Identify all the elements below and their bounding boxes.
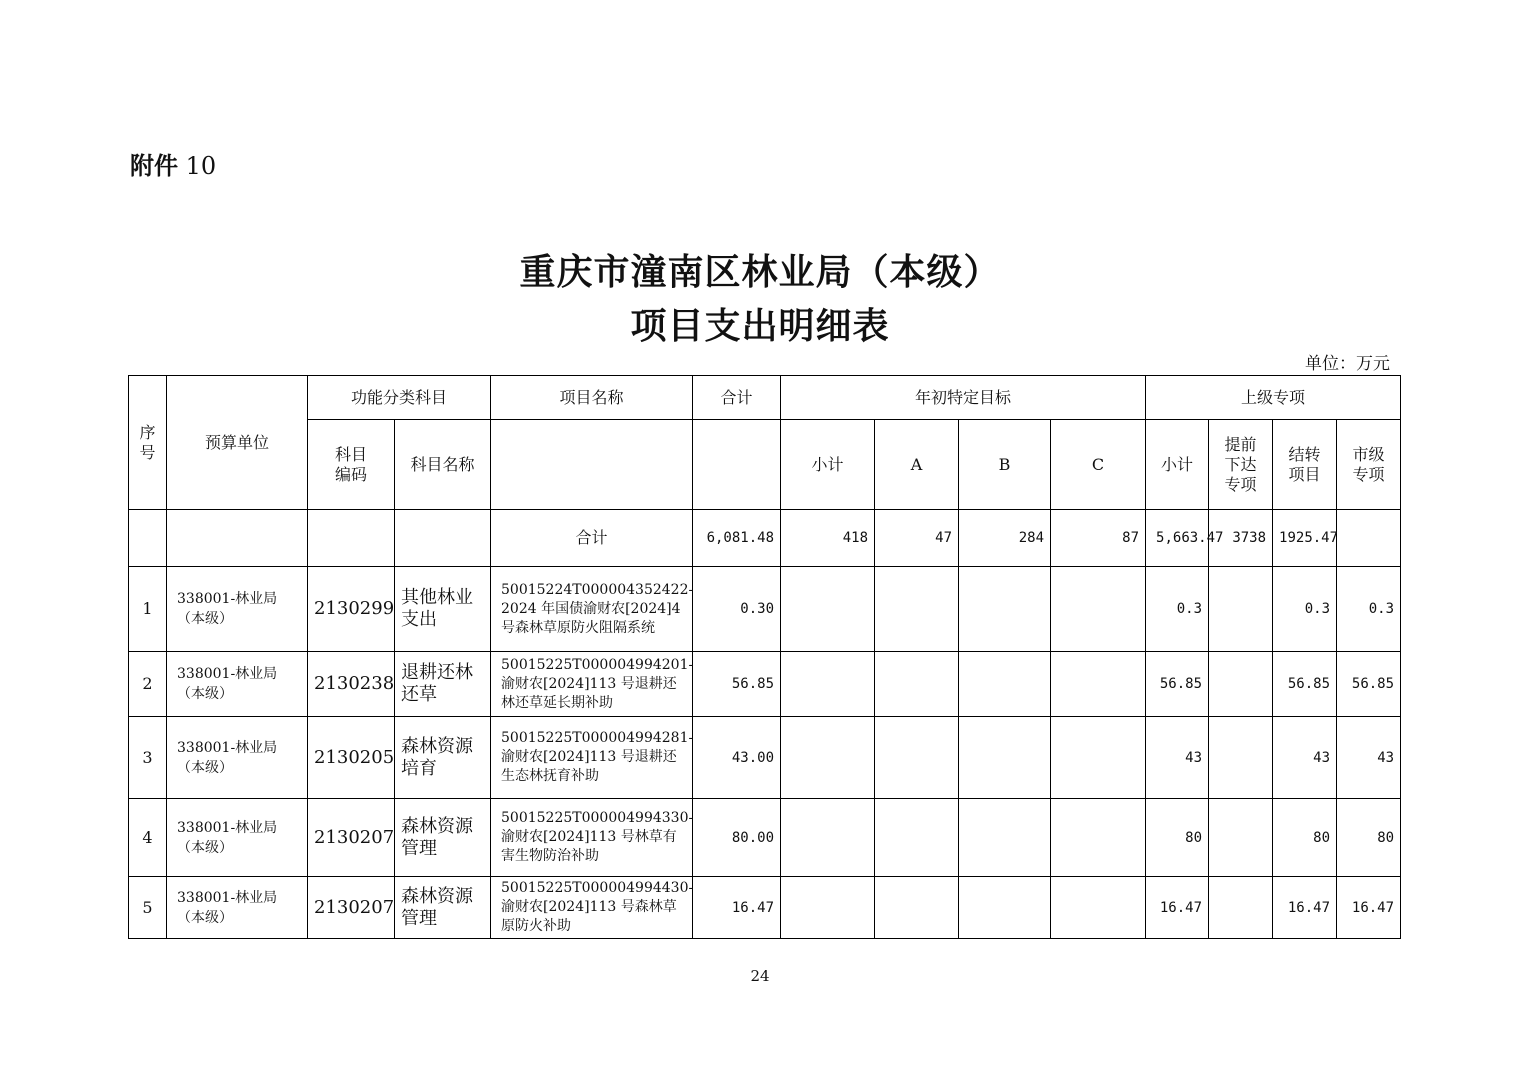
row-project: 50015225T000004994281-渝财农[2024]113 号退耕还生态林抚育补助 bbox=[491, 717, 693, 799]
row-unit: 338001-林业局（本级） bbox=[167, 799, 308, 877]
row-total: 43.00 bbox=[693, 717, 781, 799]
row-city: 43 bbox=[1337, 717, 1401, 799]
header-sup-subtotal: 小计 bbox=[1146, 420, 1209, 510]
row-carryover: 80 bbox=[1273, 799, 1337, 877]
row-sup-subtotal: 16.47 bbox=[1146, 877, 1209, 939]
header-row-1 bbox=[129, 376, 1401, 420]
total-amount: 6,081.48 bbox=[693, 510, 781, 567]
header-advance: 提前下达专项 bbox=[1209, 420, 1273, 510]
row-subject: 森林资源培育 bbox=[395, 717, 491, 799]
blank-cell bbox=[1051, 877, 1146, 939]
row-city: 16.47 bbox=[1337, 877, 1401, 939]
header-superior: 上级专项 bbox=[1146, 376, 1401, 420]
row-code: 2130207 bbox=[308, 799, 395, 877]
row-city: 0.3 bbox=[1337, 567, 1401, 652]
attachment-word: 附件 bbox=[130, 152, 178, 180]
row-total: 0.30 bbox=[693, 567, 781, 652]
header-c: C bbox=[1051, 420, 1146, 510]
page-title: 重庆市潼南区林业局（本级） bbox=[519, 252, 1001, 293]
table-row bbox=[129, 652, 1401, 717]
table-row bbox=[129, 799, 1401, 877]
row-seq: 5 bbox=[129, 877, 167, 939]
row-subject: 森林资源管理 bbox=[395, 877, 491, 939]
page-number: 24 bbox=[750, 967, 770, 985]
row-subject: 其他林业支出 bbox=[395, 567, 491, 652]
header-total: 合计 bbox=[693, 376, 781, 420]
blank-cell bbox=[781, 567, 875, 652]
total-city bbox=[1337, 510, 1401, 567]
blank-cell bbox=[1051, 717, 1146, 799]
blank-cell bbox=[781, 799, 875, 877]
row-seq: 2 bbox=[129, 652, 167, 717]
row-total: 56.85 bbox=[693, 652, 781, 717]
row-sup-subtotal: 43 bbox=[1146, 717, 1209, 799]
blank-cell bbox=[781, 877, 875, 939]
header-func-class: 功能分类科目 bbox=[308, 376, 491, 420]
total-c: 87 bbox=[1051, 510, 1146, 567]
blank-cell bbox=[875, 567, 959, 652]
row-city: 80 bbox=[1337, 799, 1401, 877]
header-project-name-blank bbox=[491, 420, 693, 510]
row-city: 56.85 bbox=[1337, 652, 1401, 717]
header-city-level: 市级专项 bbox=[1337, 420, 1401, 510]
row-carryover: 43 bbox=[1273, 717, 1337, 799]
blank-cell bbox=[781, 652, 875, 717]
blank-cell bbox=[129, 510, 167, 567]
blank-cell bbox=[875, 799, 959, 877]
row-seq: 4 bbox=[129, 799, 167, 877]
total-carryover: 1925.47 bbox=[1273, 510, 1337, 567]
row-code: 2130238 bbox=[308, 652, 395, 717]
attachment-label bbox=[130, 146, 216, 181]
unit-label: 单位：万元 bbox=[1305, 354, 1390, 374]
blank-cell bbox=[959, 652, 1051, 717]
total-a: 47 bbox=[875, 510, 959, 567]
row-advance bbox=[1209, 567, 1273, 652]
row-total: 80.00 bbox=[693, 799, 781, 877]
row-project: 50015225T000004994430-渝财农[2024]113 号森林草原防火补助 bbox=[491, 877, 693, 939]
blank-cell bbox=[308, 510, 395, 567]
row-advance bbox=[1209, 877, 1273, 939]
row-subject: 森林资源管理 bbox=[395, 799, 491, 877]
row-advance bbox=[1209, 652, 1273, 717]
row-advance bbox=[1209, 799, 1273, 877]
row-carryover: 16.47 bbox=[1273, 877, 1337, 939]
project-expenditure-table bbox=[128, 375, 1401, 939]
total-target-subtotal: 418 bbox=[781, 510, 875, 567]
blank-cell bbox=[1051, 799, 1146, 877]
total-b: 284 bbox=[959, 510, 1051, 567]
header-target-subtotal: 小计 bbox=[781, 420, 875, 510]
blank-cell bbox=[875, 877, 959, 939]
blank-cell bbox=[875, 717, 959, 799]
row-sup-subtotal: 56.85 bbox=[1146, 652, 1209, 717]
table-row bbox=[129, 877, 1401, 939]
header-project-name: 项目名称 bbox=[491, 376, 693, 420]
total-sup-subtotal: 5,663.47 bbox=[1146, 510, 1209, 567]
row-sup-subtotal: 0.3 bbox=[1146, 567, 1209, 652]
row-code: 2130207 bbox=[308, 877, 395, 939]
row-project: 50015225T000004994201-渝财农[2024]113 号退耕还林还草延长期补助 bbox=[491, 652, 693, 717]
blank-cell bbox=[959, 567, 1051, 652]
row-sup-subtotal: 80 bbox=[1146, 799, 1209, 877]
header-subject-name: 科目名称 bbox=[395, 420, 491, 510]
row-unit: 338001-林业局（本级） bbox=[167, 877, 308, 939]
row-carryover: 0.3 bbox=[1273, 567, 1337, 652]
row-carryover: 56.85 bbox=[1273, 652, 1337, 717]
blank-cell bbox=[781, 717, 875, 799]
header-carryover: 结转项目 bbox=[1273, 420, 1337, 510]
total-row bbox=[129, 510, 1401, 567]
row-project: 50015224T000004352422-2024 年国债渝财农[2024]4 号森林草原防火阻隔系统 bbox=[491, 567, 693, 652]
table-row bbox=[129, 717, 1401, 799]
row-unit: 338001-林业局（本级） bbox=[167, 652, 308, 717]
header-subject-code: 科目编码 bbox=[308, 420, 395, 510]
blank-cell bbox=[167, 510, 308, 567]
header-annual-target: 年初特定目标 bbox=[781, 376, 1146, 420]
row-subject: 退耕还林还草 bbox=[395, 652, 491, 717]
header-budget-unit: 预算单位 bbox=[167, 376, 308, 510]
row-total: 16.47 bbox=[693, 877, 781, 939]
blank-cell bbox=[959, 799, 1051, 877]
row-advance bbox=[1209, 717, 1273, 799]
blank-cell bbox=[1051, 652, 1146, 717]
header-row-2 bbox=[129, 420, 1401, 510]
blank-cell bbox=[875, 652, 959, 717]
total-label: 合计 bbox=[491, 510, 693, 567]
row-project: 50015225T000004994330-渝财农[2024]113 号林草有害生物防治补助 bbox=[491, 799, 693, 877]
row-seq: 3 bbox=[129, 717, 167, 799]
page-subtitle: 项目支出明细表 bbox=[630, 306, 890, 347]
blank-cell bbox=[959, 717, 1051, 799]
total-advance: 3738 bbox=[1209, 510, 1273, 567]
header-seq: 序号 bbox=[129, 376, 167, 510]
header-a: A bbox=[875, 420, 959, 510]
header-total-blank bbox=[693, 420, 781, 510]
table-row bbox=[129, 567, 1401, 652]
attachment-number: 10 bbox=[185, 152, 217, 180]
header-b: B bbox=[959, 420, 1051, 510]
row-code: 2130299 bbox=[308, 567, 395, 652]
blank-cell bbox=[1051, 567, 1146, 652]
blank-cell bbox=[959, 877, 1051, 939]
row-unit: 338001-林业局（本级） bbox=[167, 567, 308, 652]
row-seq: 1 bbox=[129, 567, 167, 652]
row-unit: 338001-林业局（本级） bbox=[167, 717, 308, 799]
row-code: 2130205 bbox=[308, 717, 395, 799]
blank-cell bbox=[395, 510, 491, 567]
